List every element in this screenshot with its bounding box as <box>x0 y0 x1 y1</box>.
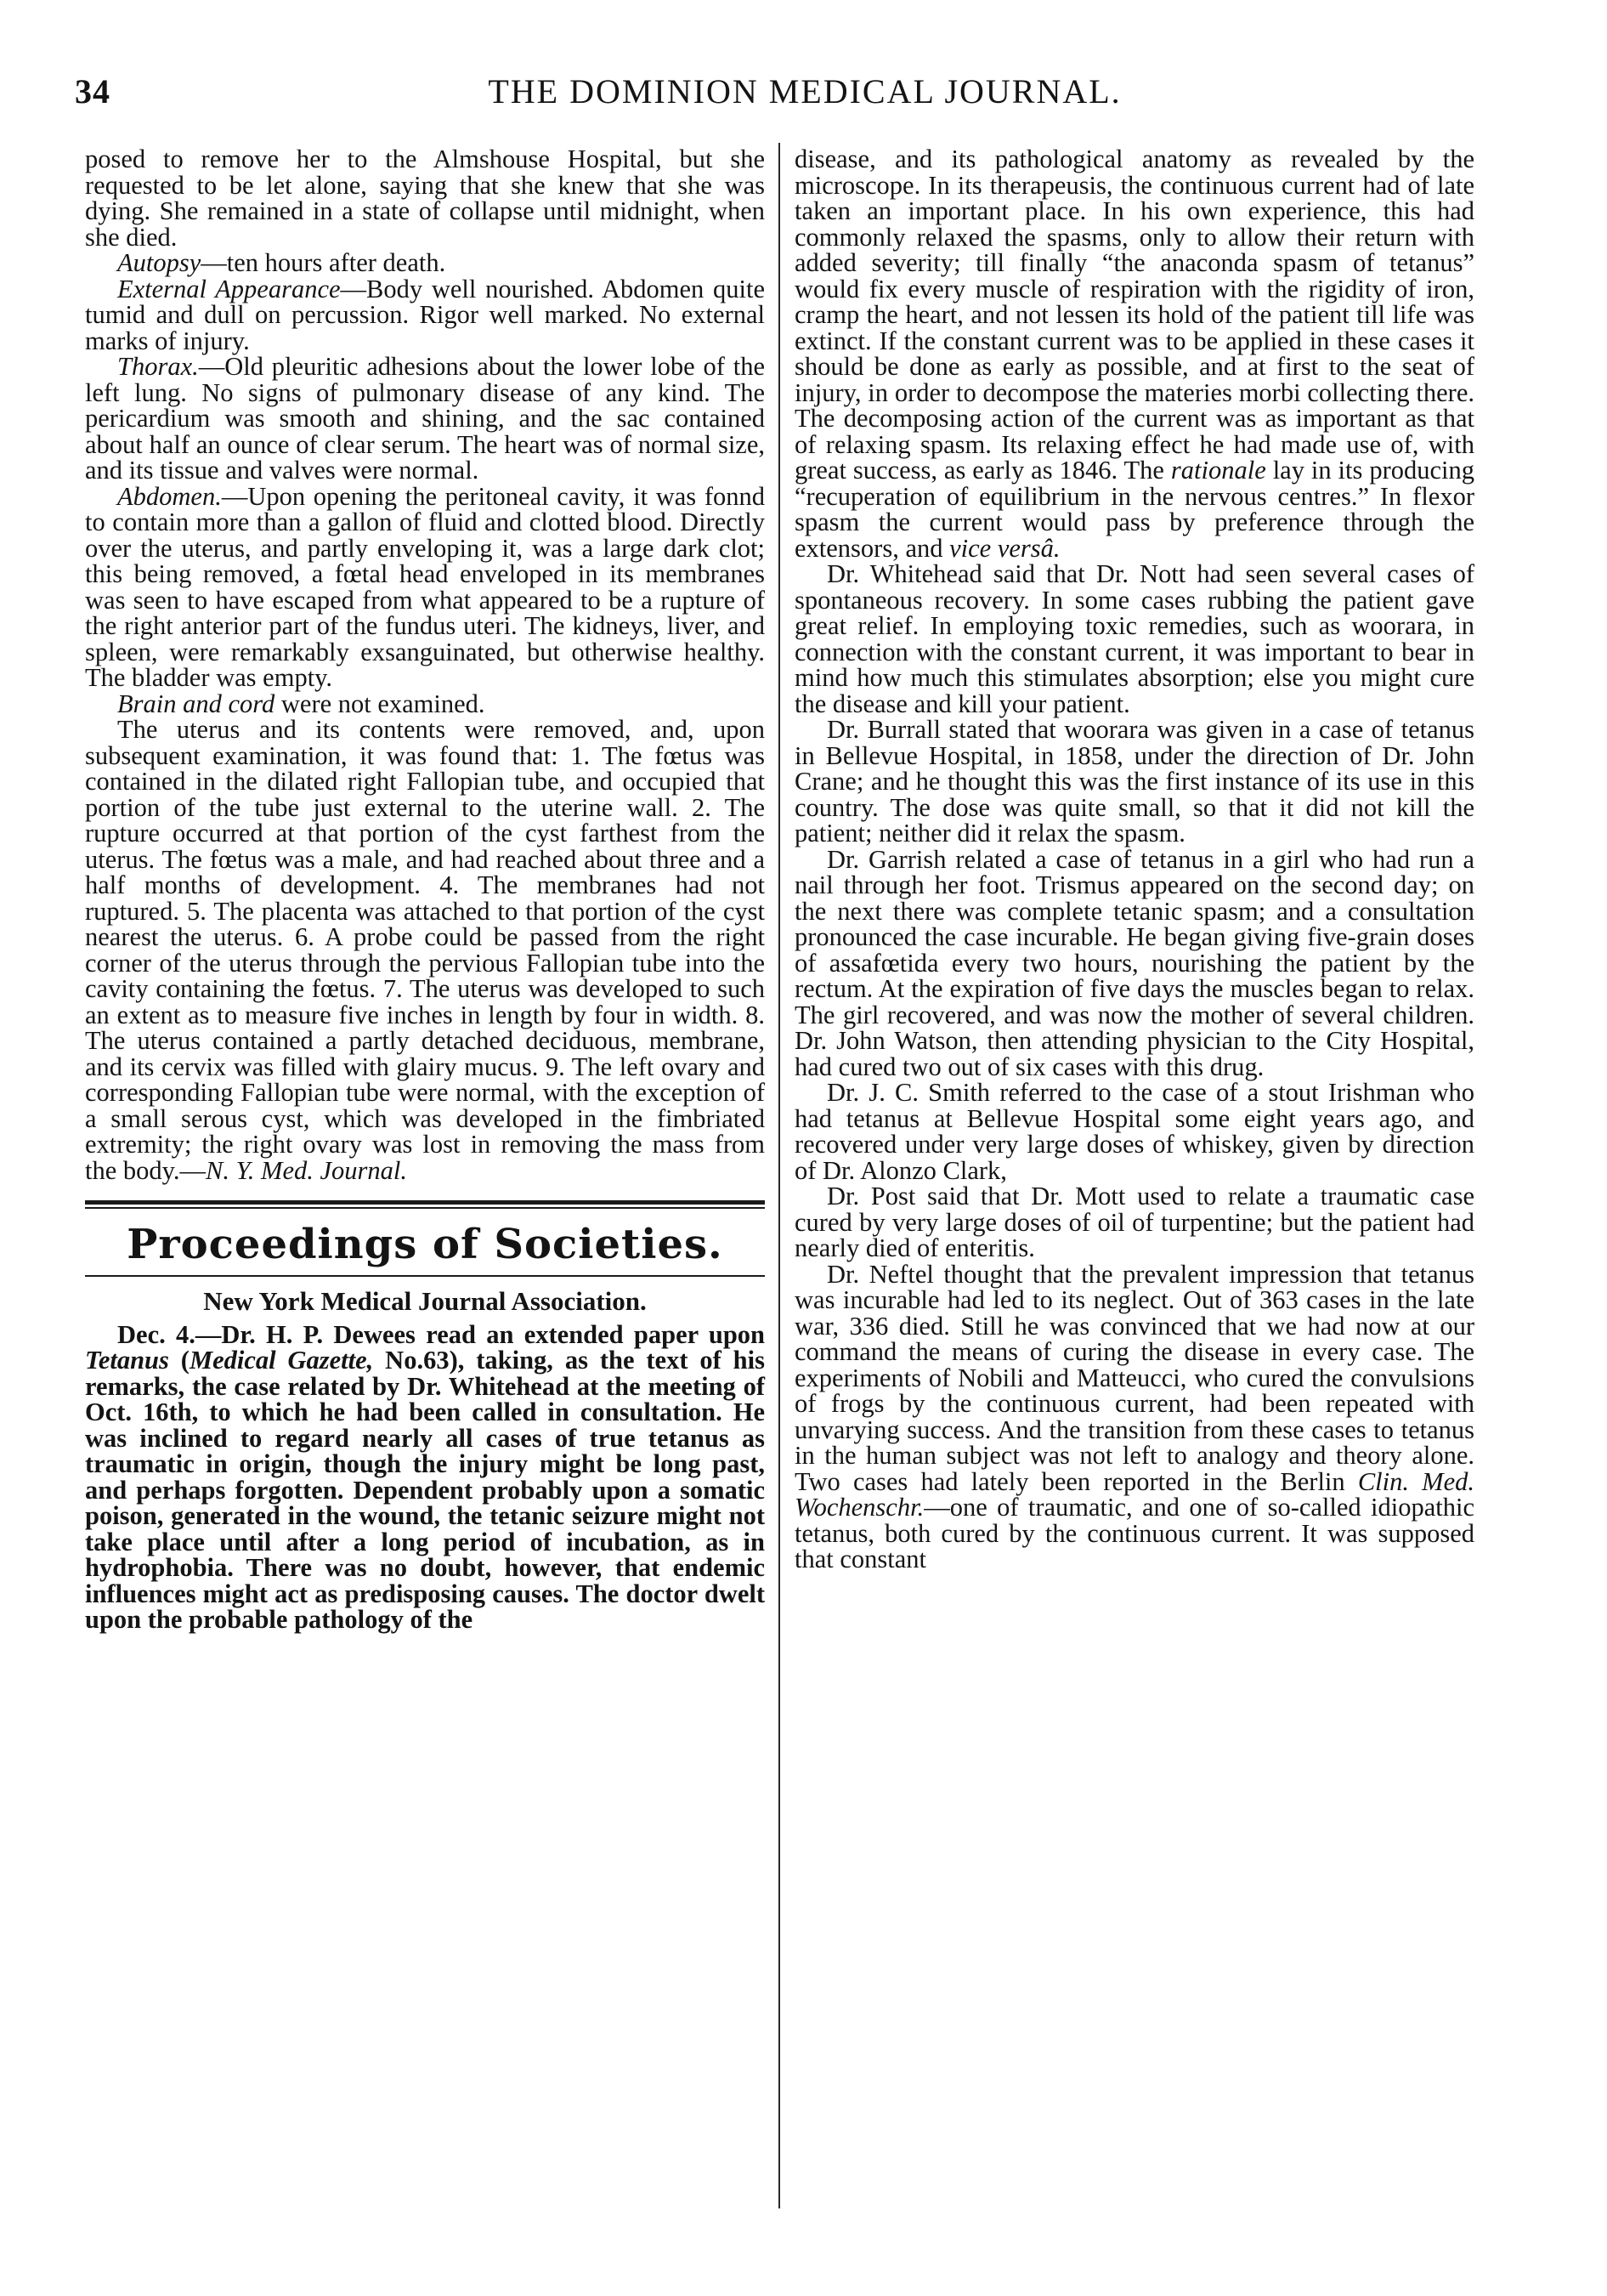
autopsy-label: Autopsy <box>117 248 201 277</box>
abdomen-text: —Upon opening the peritoneal cavity, it was fonnd to contain more than a gallon of fluid and clotted blood. Directly over the uterus, and partly enveloping it, was a large dark clot; this being removed, a fœtal head enveloped in its membranes was seen to have escaped from what appeared to be a rupture of the right anterior part of the fundus uteri. The kidneys, liver, and spleen, were remarkably exsanguinated, but otherwise healthy. The bladder was empty. <box>85 481 765 692</box>
brain-text: were not examined. <box>274 689 485 718</box>
paragraph-dec <box>85 1319 766 1634</box>
paragraph-text: —one of traumatic, and one of so-called idiopathic tetanus, both cured by the continuous current. It was supposed that constant <box>795 1493 1474 1573</box>
abdomen-label: Abdomen. <box>117 481 222 511</box>
paragraph-brain <box>85 691 765 717</box>
paragraph-italic: Clin. Med. Wochenschr. <box>795 1466 1474 1522</box>
paragraph-external <box>85 276 765 354</box>
paragraph-text: lay in its producing “recuperation of equilibrium in the nervous centres.” In flexor spasm the current would pass by preference through the extensors, and <box>795 456 1474 563</box>
paragraph-uterus <box>85 717 765 1183</box>
column-divider <box>778 143 780 2208</box>
thorax-label: Thorax. <box>117 352 199 381</box>
uterus-text: The uterus and its contents were removed, and, upon subsequent examination, it was found that: 1. The fœtus was contained in the dilated right Fallopian tube, and occupied that portion of the tube just external to the uterine wall. 2. The rupture occurred at that portion of the cyst farthest from the uterus. The fœtus was a male, and had reached about three and a half months of development. 4. The membranes had not ruptured. 5. The placenta was attached to that portion of the cyst nearest the uterus. 6. A probe could be passed from the right corner of the uterus through the pervious Fallopian tube into the cavity containing the fœtus. 7. The uterus was developed to such an extent as to measure five inches in length by four in width. 8. The uterus contained a partly detached deciduous, membrane, and its cervix was filled with glairy mucus. 9. The left ovary and corresponding Fallopian tube were normal, with the exception of a small serous cyst, which was developed in the fimbriated extremity; the right ovary was lost in removing the mass from the body.— <box>85 715 765 1185</box>
brain-label: Brain and cord <box>117 689 275 718</box>
paragraph-text: disease, and its pathological anatomy as revealed by the microscope. In its therapeusis, the continuous current had of late taken an important place. In his own experience, this had commonly relaxed the spasms, only to allow their return with added severity; till finally “the anaconda spasm of tetanus” would fix every muscle of respiration with the rigidity of iron, cramp the heart, and not lessen its hold of the patient till life was extinct. If the constant current was to be applied in these cases it should be done as early as possible, and at first to the seat of injury, in order to decompose the materies morbi collecting there. The decomposing action of the current was as important as that of relaxing spasm. Its relaxing effect he had made use of, with great success, as early as 1846. The <box>795 145 1474 485</box>
paragraph-burrall: Dr. Burrall stated that woorara was given in a case of tetanus in Bellevue Hospital, in 1858, under the direction of Dr. John Crane; and he thought this was the first instance of its use in this country. The dose was quite small, so that it did not kill the patient; neither did it relax the spasm. <box>795 715 1474 848</box>
paragraph-italic: vice versâ. <box>949 533 1061 563</box>
dec-text: ( <box>168 1346 190 1375</box>
dec-lead: Dec. 4.—Dr. H. P. Dewees <box>117 1319 416 1349</box>
thorax-text: —Old pleuritic adhesions about the lower lobe of the left lung. No signs of pulmonary disease of any kind. The pericardium was smooth and shining, and the sac contained about half an ounce of clear serum. The heart was of normal size, and its tissue and valves were normal. <box>85 352 765 485</box>
paragraph-neftel <box>795 1261 1474 1573</box>
paragraph-abdomen <box>85 481 765 692</box>
citation: N. Y. Med. Journal. <box>206 1155 407 1185</box>
autopsy-text: —ten hours after death. <box>201 248 446 277</box>
journal-title: THE DOMINION MEDICAL JOURNAL. <box>488 72 1122 111</box>
section-rule <box>85 1200 765 1209</box>
section-title: Proceedings of Societies. <box>127 1221 723 1268</box>
paragraph-post: Dr. Post said that Dr. Mott used to relate a traumatic case cured by very large doses of oil of turpentine; but the patient had nearly died of enteritis. <box>795 1182 1474 1262</box>
external-label: External Appearance <box>117 274 341 303</box>
paragraph: posed to remove her to the Almshouse Hospital, but she requested to be let alone, saying that she knew that she was dying. She remained in a state of collapse until midnight, when she died. <box>85 145 765 252</box>
left-column <box>85 146 765 1633</box>
dec-italic: Medical Gazette, <box>189 1346 374 1375</box>
paragraph-autopsy <box>85 250 765 276</box>
page-number: 34 <box>75 72 110 111</box>
dec-text: No.63), taking, as the text of his remarks, the case related by Dr. Whitehead at the meeting of Oct. 16th, to which he had been called in consultation. He was inclined to regard nearly all cases of true tetanus as traumatic in origin, though the injury might be long past, and perhaps forgotten. Dependent probably upon a somatic poison, generated in the wound, the tetanic seizure might not take place until after a long period of incubation, as in hydrophobia. There was no doubt, however, that endemic influences might act as predisposing causes. The doctor dwelt upon the probable pathology of the <box>85 1346 765 1634</box>
section-title-rule <box>85 1275 765 1277</box>
paragraph-whitehead: Dr. Whitehead said that Dr. Nott had seen several cases of spontaneous recovery. In some cases rubbing the patient gave great relief. In employing toxic remedies, such as woorara, in connection with the constant current, it was important to bear in mind how much this stimulates absorption; else you might cure the disease and kill your patient. <box>795 559 1474 718</box>
subheading: New York Medical Journal Association. <box>203 1286 647 1316</box>
page-header <box>75 68 1535 119</box>
paragraph-italic: rationale <box>1170 456 1266 485</box>
paragraph-text: Dr. Neftel thought that the prevalent impression that tetanus was incurable had led to its neglect. Out of 363 cases in the late war, 336 died. Still he was convinced that we had now at our command the means of curing the disease in every case. The experiments of Nobili and Matteucci, who cured the convulsions of frogs by the continuous current, had been repeated with unvarying success. And the transition from these cases to tetanus in the human subject was not left to analogy and theory alone. Two cases had lately been reported in the Berlin <box>795 1259 1474 1496</box>
paragraph-continuation <box>795 146 1474 561</box>
paragraph-thorax <box>85 354 765 484</box>
right-column <box>795 146 1474 1573</box>
paragraph-smith: Dr. J. C. Smith referred to the case of a stout Irishman who had tetanus at Bellevue Hospital some eight years ago, and recovered under very large doses of whiskey, given by direction of Dr. Alonzo Clark, <box>795 1078 1474 1185</box>
dec-italic: Tetanus <box>85 1346 169 1375</box>
external-text: —Body well nourished. Abdomen quite tumid and dull on percussion. Rigor well marked. No external marks of injury. <box>85 274 765 355</box>
dec-text: read an extended paper upon <box>415 1319 766 1349</box>
paragraph-garrish: Dr. Garrish related a case of tetanus in a girl who had run a nail through her foot. Trismus appeared on the second day; on the next there was complete tetanic spasm; and a consultation pronounced the case incurable. He began giving five-grain doses of assafœtida every two hours, nourishing the patient by the rectum. At the expiration of five days the muscles began to relax. The girl recovered, and was now the mother of several children. Dr. John Watson, then attending physician to the City Hospital, had cured two out of six cases with this drug. <box>795 844 1474 1081</box>
